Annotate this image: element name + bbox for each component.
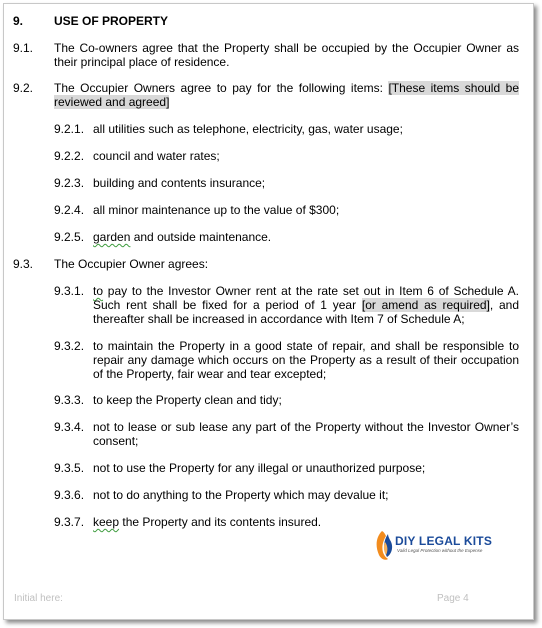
section-title: USE OF PROPERTY <box>54 14 169 28</box>
clause-number: 9.2.2. <box>54 149 85 163</box>
clause-text-main: pay to the Investor Owner rent at the rate set out in Item 6 of Schedule A. Such rent shall be fixed for a period of 1 year <box>93 284 519 312</box>
clause-text-main: The Occupier Owners agree to pay for the following items: <box>54 81 389 95</box>
clause-text <box>93 515 519 529</box>
clause-text: building and contents insurance; <box>93 176 266 190</box>
review-highlight: [or amend as required] <box>361 298 490 312</box>
clause-number: 9.1. <box>13 41 34 55</box>
clause-text-main: and outside maintenance. <box>130 230 272 244</box>
clause-number: 9.3. <box>13 257 34 271</box>
clause-text: council and water rates; <box>93 149 220 163</box>
clause-number: 9.3.3. <box>54 393 85 407</box>
clause-text-main: the Property and its contents insured. <box>119 515 322 529</box>
clause-text: The Co-owners agree that the Property shall be occupied by the Occupier Owner as their principal place of residence. <box>54 41 519 69</box>
clause-text: The Occupier Owner agrees: <box>54 257 209 271</box>
clause-text-end: , and thereafter shall be increased in accordance with Item 7 of Schedule A; <box>93 298 520 326</box>
logo-tagline: Valid Legal Protection without the Expense <box>397 548 483 553</box>
clause-number: 9.2.1. <box>54 122 85 136</box>
clause-number: 9.2.5. <box>54 230 85 244</box>
clause-text <box>93 284 519 326</box>
clause-text: all minor maintenance up to the value of $300; <box>93 203 340 217</box>
clause-number: 9.2.4. <box>54 203 85 217</box>
clause-number: 9.2. <box>13 81 34 95</box>
page-number: Page 4 <box>437 593 469 604</box>
logo-flame-icon <box>373 528 397 562</box>
clause-text: to maintain the Property in a good state of repair, and shall be responsible to repair any damage which occurs on the Property as a result of their occupation of the Property, fair wear and tear excepted; <box>93 339 519 381</box>
clause-text <box>93 230 519 244</box>
document-page <box>3 3 534 620</box>
clause-number: 9.3.6. <box>54 488 85 502</box>
clause-text: all utilities such as telephone, electricity, gas, water usage; <box>93 122 403 136</box>
diy-legal-kits-logo <box>373 528 519 562</box>
clause-number: 9.2.3. <box>54 176 85 190</box>
spellcheck-word: garden <box>93 230 131 244</box>
initial-here-label: Initial here: <box>14 593 63 604</box>
clause-text: not to use the Property for any illegal or unauthorized purpose; <box>93 461 426 475</box>
logo-name: DIY LEGAL KITS <box>395 534 493 548</box>
spellcheck-word: to <box>93 284 104 298</box>
section-number: 9. <box>13 14 24 28</box>
clause-number: 9.3.4. <box>54 420 85 434</box>
clause-text: not to do anything to the Property which may devalue it; <box>93 488 389 502</box>
clause-text: not to lease or sub lease any part of the Property without the Investor Owner’s consent; <box>93 420 519 448</box>
clause-text: to keep the Property clean and tidy; <box>93 393 282 407</box>
clause-number: 9.3.5. <box>54 461 85 475</box>
clause-number: 9.3.7. <box>54 515 85 529</box>
review-highlight: [These items should be reviewed and agreed] <box>54 81 519 109</box>
clause-number: 9.3.2. <box>54 339 85 353</box>
clause-text <box>54 81 519 109</box>
spellcheck-word: keep <box>93 515 120 529</box>
clause-number: 9.3.1. <box>54 284 85 298</box>
